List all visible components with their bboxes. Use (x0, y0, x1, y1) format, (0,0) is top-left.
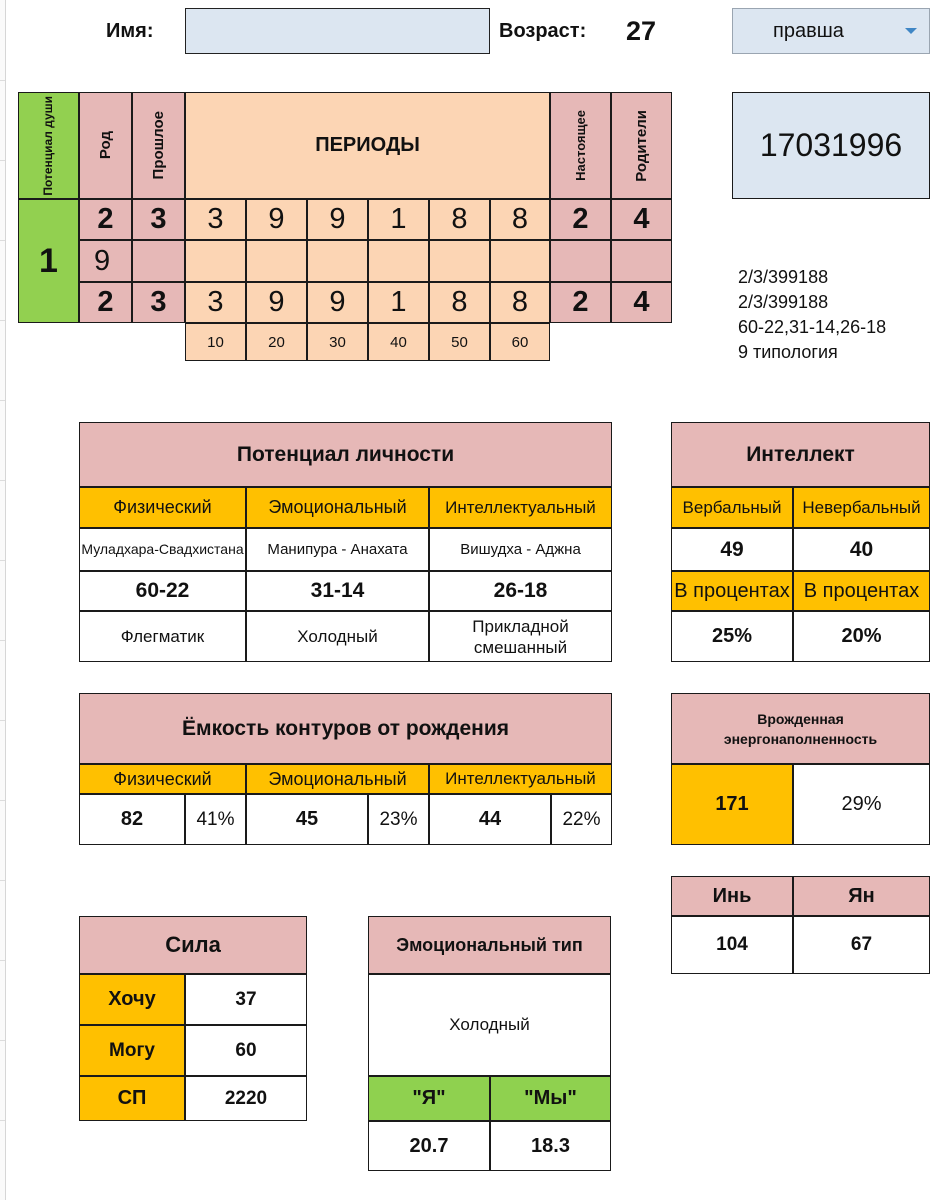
matrix-cell-r3-p4: 1 (368, 282, 429, 323)
intellect-verbal-label: Вербальный (671, 487, 793, 528)
matrix-cell-r3-p3: 9 (307, 282, 368, 323)
intellect-nonverbal-value: 40 (793, 528, 930, 571)
matrix-cell-r1-p6: 8 (490, 199, 550, 240)
present-header: Настоящее (550, 92, 611, 199)
intellect-verbal-value: 49 (671, 528, 793, 571)
personality-type-emotional: Холодный (246, 611, 429, 662)
strength-label-sp: СП (79, 1076, 185, 1121)
personality-value-intellectual: 26-18 (429, 571, 612, 611)
energy-value: 171 (671, 764, 793, 845)
note-line: 9 типология (738, 342, 838, 362)
period-age-40: 40 (368, 323, 429, 361)
matrix-cell-r1-present: 2 (550, 199, 611, 240)
sheet-left-edge (0, 0, 6, 1200)
matrix-cell-r3-rod: 2 (79, 282, 132, 323)
capacity-header-emotional: Эмоциональный (246, 764, 429, 794)
strength-value-can: 60 (185, 1025, 307, 1076)
personality-header-intellectual: Интеллектуальный (429, 487, 612, 528)
matrix-cell-r1-rod: 2 (79, 199, 132, 240)
emotype-my-value: 18.3 (490, 1121, 611, 1171)
matrix-cell-r2-p6 (490, 240, 550, 282)
hand-dropdown-value: правша (773, 19, 844, 42)
personality-type-intellectual: Прикладной смешанный (429, 611, 612, 662)
strength-value-sp: 2220 (185, 1076, 307, 1121)
period-age-60: 60 (490, 323, 550, 361)
energy-pct: 29% (793, 764, 930, 845)
intellect-verbal-pct: 25% (671, 611, 793, 662)
capacity-pct-emotional: 23% (368, 794, 429, 845)
past-header: Прошлое (132, 92, 185, 199)
matrix-cell-r2-p4 (368, 240, 429, 282)
capacity-header-physical: Физический (79, 764, 246, 794)
matrix-cell-r2-rod: 9 (79, 240, 132, 282)
period-age-30: 30 (307, 323, 368, 361)
name-input[interactable] (185, 8, 490, 54)
emotype-title: Эмоциональный тип (368, 916, 611, 974)
emotype-ya-label: "Я" (368, 1076, 490, 1121)
age-value: 27 (626, 16, 657, 46)
chevron-down-icon[interactable] (905, 28, 917, 34)
matrix-cell-r3-p1: 3 (185, 282, 246, 323)
intellect-percent-label-left: В процентах (671, 571, 793, 611)
matrix-cell-r2-p1 (185, 240, 246, 282)
rod-header: Род (79, 92, 132, 199)
soul-potential-value: 1 (18, 199, 79, 323)
personality-title: Потенциал личности (79, 422, 612, 487)
age-label: Возраст: (499, 20, 587, 42)
yin-value: 104 (671, 916, 793, 974)
capacity-pct-physical: 41% (185, 794, 246, 845)
strength-label-can: Могу (79, 1025, 185, 1076)
personality-value-emotional: 31-14 (246, 571, 429, 611)
birthdate-box[interactable]: 17031996 (732, 92, 930, 199)
capacity-pct-intellectual: 22% (551, 794, 612, 845)
capacity-value-emotional: 45 (246, 794, 368, 845)
matrix-cell-r2-p3 (307, 240, 368, 282)
period-age-50: 50 (429, 323, 490, 361)
matrix-cell-r1-parents: 4 (611, 199, 672, 240)
matrix-cell-r3-parents: 4 (611, 282, 672, 323)
intellect-nonverbal-pct: 20% (793, 611, 930, 662)
matrix-cell-r1-p4: 1 (368, 199, 429, 240)
strength-value-want: 37 (185, 974, 307, 1025)
period-age-10: 10 (185, 323, 246, 361)
personality-value-physical: 60-22 (79, 571, 246, 611)
energy-title: Врожденная энергонаполненность (671, 693, 930, 764)
notes-block (738, 265, 886, 365)
personality-chakra-physical: Муладхара-Свадхистана (79, 528, 246, 571)
personality-header-physical: Физический (79, 487, 246, 528)
intellect-title: Интеллект (671, 422, 930, 487)
matrix-cell-r2-parents (611, 240, 672, 282)
matrix-cell-r1-p1: 3 (185, 199, 246, 240)
emotype-value: Холодный (368, 974, 611, 1076)
emotype-ya-value: 20.7 (368, 1121, 490, 1171)
periods-header: ПЕРИОДЫ (185, 92, 550, 199)
matrix-cell-r3-past: 3 (132, 282, 185, 323)
strength-title: Сила (79, 916, 307, 974)
note-line: 2/3/399188 (738, 292, 829, 312)
intellect-percent-label-right: В процентах (793, 571, 930, 611)
matrix-cell-r3-present: 2 (550, 282, 611, 323)
personality-chakra-emotional: Манипура - Анахата (246, 528, 429, 571)
capacity-title: Ёмкость контуров от рождения (79, 693, 612, 764)
personality-header-emotional: Эмоциональный (246, 487, 429, 528)
matrix-cell-r2-past (132, 240, 185, 282)
yang-value: 67 (793, 916, 930, 974)
note-line: 60-22,31-14,26-18 (738, 317, 887, 337)
soul-potential-header: Потенциал души (18, 92, 79, 199)
intellect-nonverbal-label: Невербальный (793, 487, 930, 528)
matrix-cell-r3-p2: 9 (246, 282, 307, 323)
personality-type-physical: Флегматик (79, 611, 246, 662)
emotype-my-label: "Мы" (490, 1076, 611, 1121)
matrix-cell-r3-p6: 8 (490, 282, 550, 323)
matrix-cell-r1-p3: 9 (307, 199, 368, 240)
matrix-cell-r3-p5: 8 (429, 282, 490, 323)
strength-label-want: Хочу (79, 974, 185, 1025)
period-age-20: 20 (246, 323, 307, 361)
parents-header: Родители (611, 92, 672, 199)
matrix-cell-r1-past: 3 (132, 199, 185, 240)
yang-label: Ян (793, 876, 930, 916)
yin-label: Инь (671, 876, 793, 916)
matrix-cell-r2-p5 (429, 240, 490, 282)
matrix-cell-r1-p5: 8 (429, 199, 490, 240)
hand-dropdown[interactable] (732, 8, 930, 54)
note-line: 2/3/399188 (738, 267, 829, 287)
personality-chakra-intellectual: Вишудха - Аджна (429, 528, 612, 571)
matrix-cell-r2-present (550, 240, 611, 282)
name-label: Имя: (106, 20, 154, 42)
matrix-cell-r1-p2: 9 (246, 199, 307, 240)
matrix-cell-r2-p2 (246, 240, 307, 282)
capacity-value-intellectual: 44 (429, 794, 551, 845)
capacity-header-intellectual: Интеллектуальный (429, 764, 612, 794)
capacity-value-physical: 82 (79, 794, 185, 845)
